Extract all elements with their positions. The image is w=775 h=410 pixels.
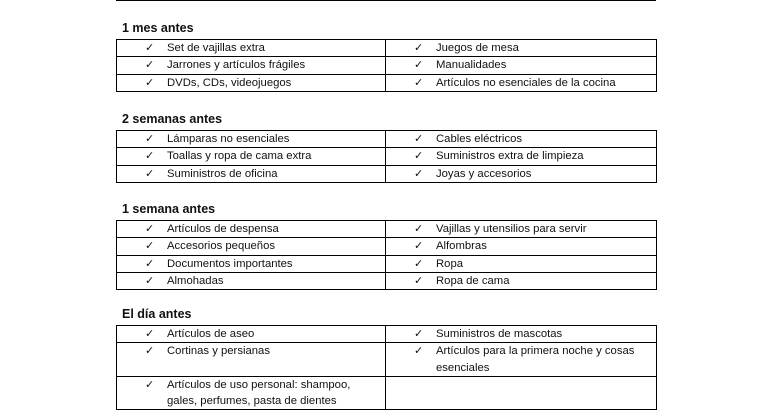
checkmark-icon: ✓ <box>414 167 424 180</box>
table-row <box>117 131 657 148</box>
checklist-table <box>116 325 657 410</box>
checklist-item <box>117 148 386 165</box>
checkmark-icon: ✓ <box>145 150 155 163</box>
checklist-item <box>386 343 657 377</box>
checkmark-icon: ✓ <box>414 59 424 72</box>
checkmark-icon: ✓ <box>414 150 424 163</box>
item-label: DVDs, CDs, videojuegos <box>167 76 292 89</box>
item-label: Vajillas y utensilios para servir <box>436 223 587 235</box>
item-label: Accesorios pequeños <box>167 240 276 253</box>
item-label: Artículos para la primera noche y cosas esenciales <box>436 345 635 374</box>
item-label: Ropa de cama <box>436 274 510 287</box>
checklist-item <box>386 74 657 91</box>
item-label: Lámparas no esenciales <box>167 133 290 145</box>
table-row <box>117 255 657 272</box>
table-row <box>117 165 657 182</box>
item-label: Set de vajillas extra <box>167 42 265 54</box>
checklist-item <box>386 148 657 165</box>
table-row <box>117 148 657 165</box>
table-row <box>117 57 657 74</box>
checkmark-icon: ✓ <box>145 345 155 358</box>
item-label: Alfombras <box>436 240 487 253</box>
checklist-item <box>386 272 657 289</box>
checkmark-icon: ✓ <box>145 133 155 145</box>
checklist-item <box>117 74 386 91</box>
checklist-item <box>117 272 386 289</box>
table-row <box>117 272 657 289</box>
checkmark-icon: ✓ <box>145 274 155 287</box>
item-label: Toallas y ropa de cama extra <box>167 150 312 163</box>
item-label: Jarrones y artículos frágiles <box>167 59 306 72</box>
checkmark-icon: ✓ <box>145 76 155 89</box>
item-label: Artículos de aseo <box>167 328 255 340</box>
item-label: Manualidades <box>436 59 507 72</box>
checkmark-icon: ✓ <box>145 59 155 72</box>
checklist-item <box>117 165 386 182</box>
item-label: Cables eléctricos <box>436 133 523 145</box>
checklist-item <box>117 255 386 272</box>
section-title: 2 semanas antes <box>122 112 223 126</box>
checkmark-icon: ✓ <box>145 167 155 180</box>
checkmark-icon: ✓ <box>145 240 155 253</box>
item-label: Artículos de despensa <box>167 223 279 235</box>
section-title: 1 semana antes <box>122 202 216 216</box>
item-label: Almohadas <box>167 274 224 287</box>
empty-cell <box>386 376 657 410</box>
table-row <box>117 40 657 57</box>
item-label: Documentos importantes <box>167 257 293 270</box>
section-title: El día antes <box>122 307 192 321</box>
checkmark-icon: ✓ <box>145 378 155 391</box>
checklist-item <box>117 221 386 238</box>
checkmark-icon: ✓ <box>414 328 424 340</box>
table-row <box>117 221 657 238</box>
table-row <box>117 74 657 91</box>
table-row <box>117 238 657 255</box>
checklist-item <box>386 57 657 74</box>
checklist-item <box>117 57 386 74</box>
checklist-table <box>116 130 657 183</box>
item-label: Ropa <box>436 257 464 270</box>
checkmark-icon: ✓ <box>145 328 155 340</box>
checklist-item <box>386 165 657 182</box>
top-divider <box>116 0 656 1</box>
checklist-item <box>117 131 386 148</box>
item-label: Suministros de oficina <box>167 167 278 180</box>
table-row <box>117 326 657 343</box>
checkmark-icon: ✓ <box>414 133 424 145</box>
checkmark-icon: ✓ <box>414 42 424 54</box>
checklist-item <box>117 376 386 410</box>
table-row <box>117 343 657 377</box>
item-label: Juegos de mesa <box>436 42 519 54</box>
checkmark-icon: ✓ <box>414 223 424 235</box>
checkmark-icon: ✓ <box>145 42 155 54</box>
checklist-item <box>117 238 386 255</box>
checkmark-icon: ✓ <box>414 345 424 358</box>
item-label: Artículos de uso personal: shampoo, gales, perfumes, pasta de dientes <box>167 378 351 408</box>
checklist-item <box>386 238 657 255</box>
checklist-item <box>117 40 386 57</box>
item-label: Joyas y accesorios <box>436 167 532 180</box>
checklist-item <box>386 221 657 238</box>
table-row <box>117 376 657 410</box>
checklist-table <box>116 39 657 92</box>
checklist-table <box>116 220 657 290</box>
item-label: Cortinas y persianas <box>167 345 270 358</box>
item-label: Artículos no esenciales de la cocina <box>436 76 616 89</box>
checkmark-icon: ✓ <box>414 274 424 287</box>
checklist-item <box>117 326 386 343</box>
checkmark-icon: ✓ <box>414 257 424 270</box>
checklist-item <box>386 255 657 272</box>
checklist-item <box>386 40 657 57</box>
checklist-item <box>386 131 657 148</box>
checkmark-icon: ✓ <box>145 223 155 235</box>
checkmark-icon: ✓ <box>414 76 424 89</box>
checkmark-icon: ✓ <box>414 240 424 253</box>
checklist-item <box>117 343 386 377</box>
item-label: Suministros extra de limpieza <box>436 150 584 163</box>
section-title: 1 mes antes <box>122 21 194 35</box>
item-label: Suministros de mascotas <box>436 328 563 340</box>
checkmark-icon: ✓ <box>145 257 155 270</box>
checklist-item <box>386 326 657 343</box>
